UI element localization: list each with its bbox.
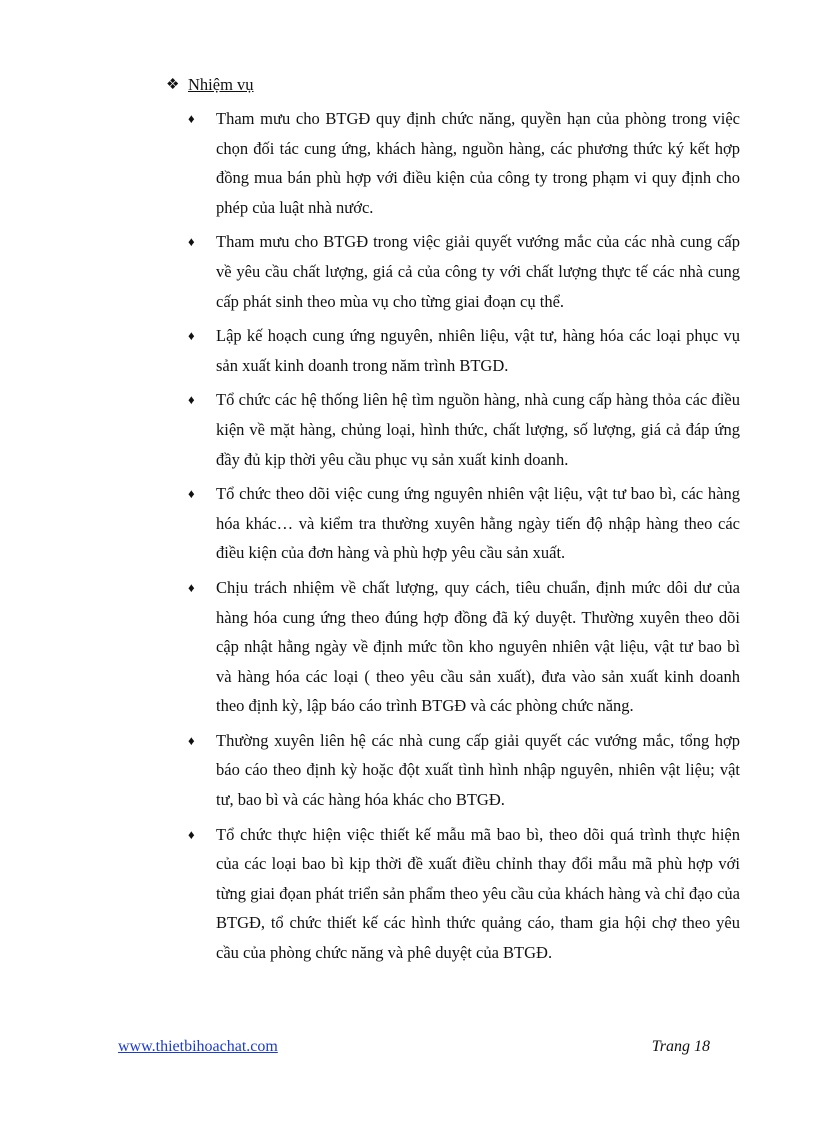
list-item <box>188 385 740 474</box>
bullet-icon: ♦ <box>188 732 195 748</box>
list-item-text: Tổ chức thực hiện việc thiết kế mẫu mã bao bì, theo dõi quá trình thực hiện của các loại bao bì kịp thời đề xuất điều chỉnh thay đổi mẫu mã phù hợp với từng giai đọan phát triển sản phẩm theo yêu cầu của khách hàng và chỉ đạo của BTGĐ, tổ chức thiết kế các hình thức quảng cáo, tham gia hội chợ theo yêu cầu của phòng chức năng và phê duyệt của BTGĐ. <box>216 824 740 963</box>
list-item <box>188 820 740 968</box>
list-item <box>188 104 740 222</box>
list-item <box>188 321 740 380</box>
duty-list <box>188 104 740 973</box>
list-item-text: Tham mưu cho BTGĐ quy định chức năng, quyền hạn của phòng trong việc chọn đối tác cung ứng, khách hàng, nguồn hàng, các phương thức ký kết hợp đồng mua bán phù hợp với điều kiện của công ty trong phạm vi quy định cho phép của luật nhà nước. <box>216 109 740 217</box>
bullet-icon: ♦ <box>188 826 195 842</box>
list-item <box>188 726 740 815</box>
website-link[interactable]: www.thietbihoachat.com <box>118 1038 278 1055</box>
page-footer <box>118 1037 710 1057</box>
section-title: Nhiệm vụ <box>188 75 254 94</box>
list-item-text: Lập kế hoạch cung ứng nguyên, nhiên liệu, vật tư, hàng hóa các loại phục vụ sản xuất kinh doanh trong năm trình BTGD. <box>216 326 740 375</box>
bullet-icon: ♦ <box>188 111 195 126</box>
list-item <box>188 573 740 721</box>
list-item-text: Tổ chức theo dõi việc cung ứng nguyên nhiên vật liệu, vật tư bao bì, các hàng hóa khác… và kiểm tra thường xuyên hằng ngày tiến độ nhập hàng theo các điều kiện của đơn hàng và phù hợp yêu cầu sản xuất. <box>216 484 740 563</box>
list-item-text: Thường xuyên liên hệ các nhà cung cấp giải quyết các vướng mắc, tổng hợp báo cáo theo định kỳ hoặc đột xuất tình hình nhập nguyên, nhiên vật liệu; vật tư, bao bì và các hàng hóa khác cho BTGĐ. <box>216 730 740 810</box>
bullet-icon: ♦ <box>188 392 195 408</box>
bullet-icon: ♦ <box>188 579 195 595</box>
bullet-icon: ♦ <box>188 328 195 344</box>
list-item <box>188 227 740 316</box>
page-number: Trang 18 <box>651 1038 710 1055</box>
section-heading <box>166 74 254 96</box>
list-item-text: Chịu trách nhiệm về chất lượng, quy cách, tiêu chuẩn, định mức dôi dư của hàng hóa cung ứng theo đúng hợp đồng đã ký duyệt. Thường xuyên theo dõi cập nhật hằng ngày về định mức tồn kho nguyên nhiên vật liệu, vật tư bao bì và hàng hóa các loại ( theo yêu cầu sản xuất), đưa vào sản xuất kinh doanh theo định kỳ, lập báo cáo trình BTGĐ và các phòng chức năng. <box>216 577 740 716</box>
list-item <box>188 479 740 568</box>
bullet-icon: ♦ <box>188 486 195 502</box>
bullet-icon: ♦ <box>188 234 195 250</box>
list-item-text: Tham mưu cho BTGĐ trong việc giải quyết vướng mắc của các nhà cung cấp về yêu cầu chất lượng, giá cả của công ty với chất lượng thực tế các nhà cung cấp phát sinh theo mùa vụ cho từng giai đoạn cụ thể. <box>216 232 740 311</box>
diamond-bullet-icon: ❖ <box>166 77 180 93</box>
list-item-text: Tổ chức các hệ thống liên hệ tìm nguồn hàng, nhà cung cấp hàng thỏa các điều kiện về mặt hàng, chủng loại, hình thức, chất lượng, số lượng, giá cả đáp ứng đầy đủ kịp thời yêu cầu phục vụ sản xuất kinh doanh. <box>216 390 740 469</box>
